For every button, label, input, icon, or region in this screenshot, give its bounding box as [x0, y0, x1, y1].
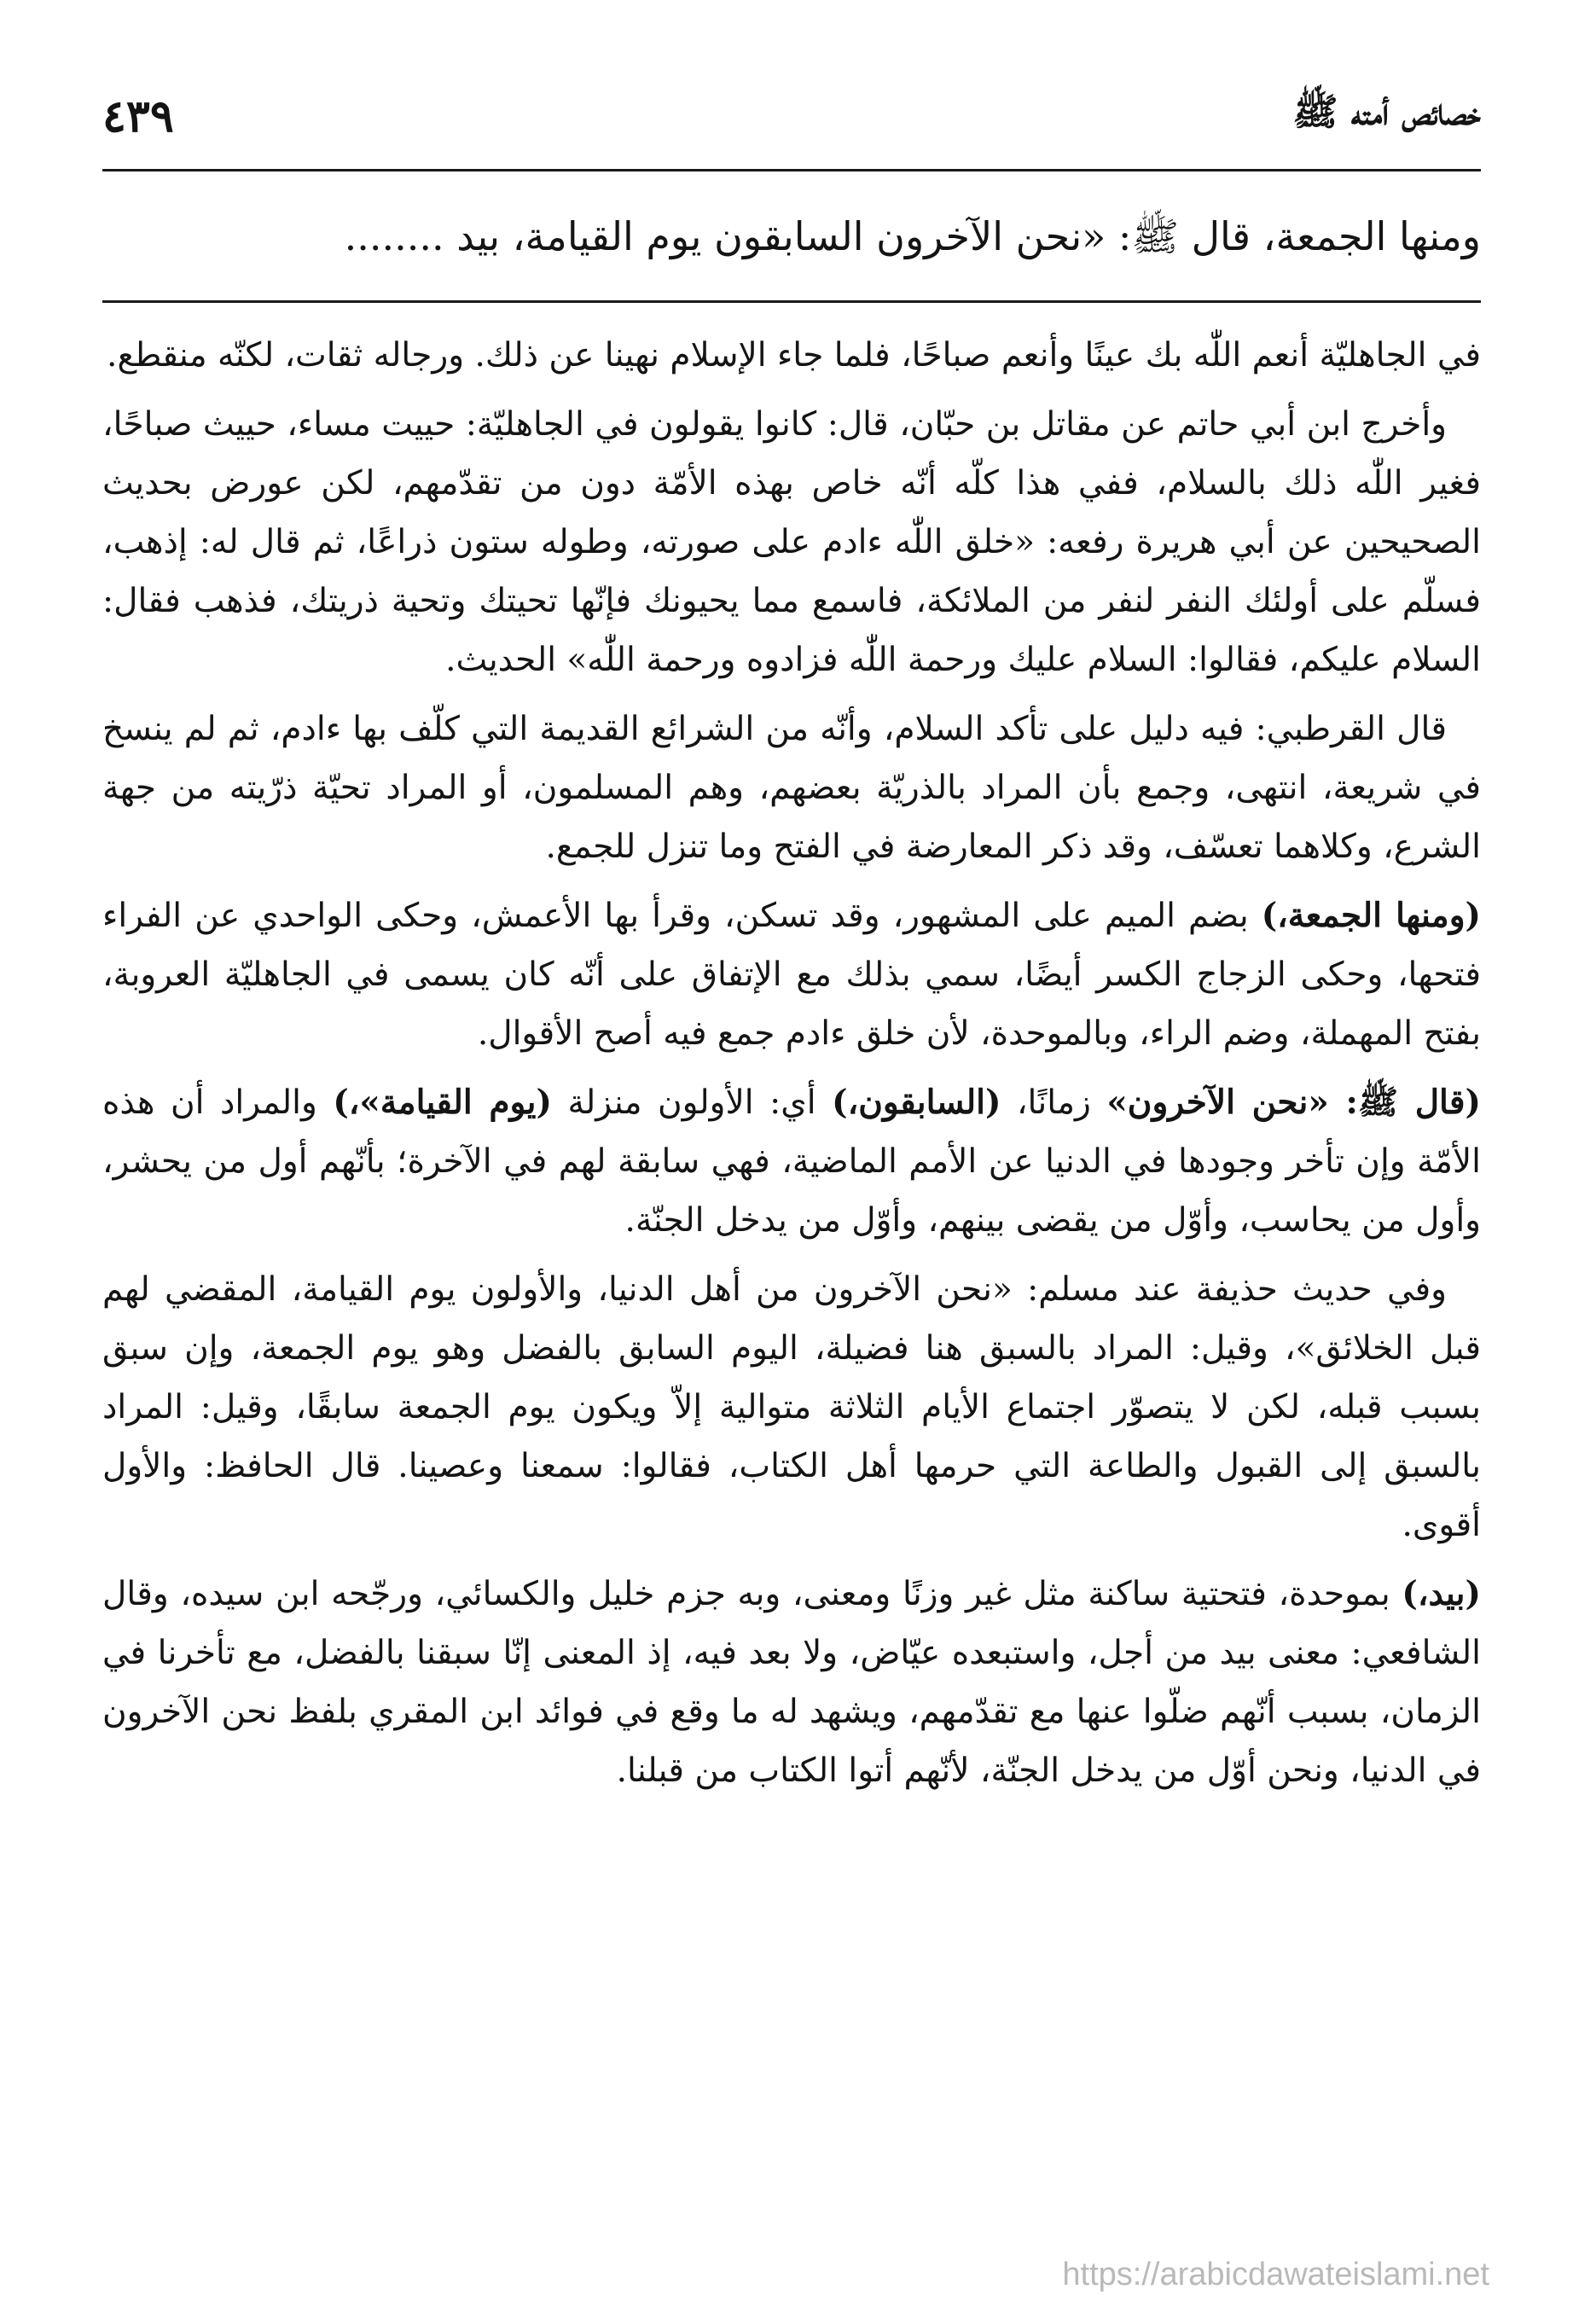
paragraph-text: والمراد أن هذه الأمّة وإن تأخر وجودها في الدنيا عن الأمم الماضية، فهي سابقة لهم في الآخرة؛ بأنّهم أول من يحشر، وأول من يحاسب، وأوّل من يقضى بينهم، وأوّل من يدخل الجنّة.	[102, 1084, 1482, 1240]
paragraph-text: قال القرطبي: فيه دليل على تأكد السلام، وأنّه من الشرائع القديمة التي كلّف بها ءادم، ثم لم ينسخ في شريعة، انتهى، وجمع بأن المراد بالذريّة بعضهم، وهم المسلمون، أو المراد تحيّة ذرّيته من جهة الشرع، وكلاهما تعسّف، وقد ذكر المعارضة في الفتح وما تنزل للجمع.	[102, 710, 1481, 866]
commentary-paragraph-4	[102, 886, 1481, 1063]
watermark-url: https://arabicdawateislami.net	[1062, 2257, 1489, 2292]
lemma-heading: (ومنها الجمعة،)	[1261, 896, 1481, 935]
commentary-paragraph-7	[102, 1565, 1481, 1800]
paragraph-text: في الجاهليّة أنعم اللّٰه بك عينًا وأنعم صباحًا، فلما جاء الإسلام نهينا عن ذلك. ورجاله ثقات، لكنّه منقطع.	[107, 336, 1481, 375]
commentary-paragraph-6	[102, 1260, 1481, 1554]
main-text-divider	[102, 300, 1481, 303]
commentary-paragraph-1	[102, 326, 1481, 385]
lemma-heading: (بيد،)	[1402, 1574, 1481, 1613]
running-title: خصائص أمته ﷺ	[1292, 90, 1481, 134]
paragraph-text: وفي حديث حذيفة عند مسلم: «نحن الآخرون من أهل الدنيا، والأولون يوم القيامة، المقضي لهم قبل الخلائق»، وقيل: المراد بالسبق هنا فضيلة، اليوم السابق بالفضل وهو يوم الجمعة، وإن سبق بسبب قبله، لكن لا يتصوّر اجتماع الأيام الثلاثة متوالية إلاّ ويكون يوم الجمعة سابقًا، وقيل: المراد بالسبق إلى القبول والطاعة التي حرمها أهل الكتاب، فقالوا: سمعنا وعصينا. قال الحافظ: والأول أقوى.	[102, 1270, 1481, 1544]
paragraph-text: زمانًا،	[1001, 1084, 1107, 1122]
paragraph-text: بموحدة، فتحتية ساكنة مثل غير وزنًا ومعنى، وبه جزم خليل والكسائي، ورجّحه ابن سيده، وقال الشافعي: معنى بيد من أجل، واستبعده عيّاض، ولا بعد فيه، إذ المعنى إنّا سبقنا بالفضل، مع تأخرنا في الزمان، بسبب أنّهم ضلّوا عنها مع تقدّمهم، ويشهد له ما وقع في فوائد ابن المقري بلفظ نحن الآخرون في الدنيا، ونحن أوّل من يدخل الجنّة، لأنّهم أتوا الكتاب من قبلنا.	[102, 1575, 1481, 1790]
running-header	[102, 82, 1481, 150]
paragraph-text: أي: الأولون منزلة	[551, 1084, 833, 1122]
lemma-heading: (قال ﷺ: «نحن الآخرون»	[1106, 1083, 1482, 1122]
main-text-line: ومنها الجمعة، قال ﷺ: «نحن الآخرون السابقون يوم القيامة، بيد ........	[344, 213, 1481, 259]
paragraph-text: وأخرج ابن أبي حاتم عن مقاتل بن حبّان، قال: كانوا يقولون في الجاهليّة: حييت مساء، حييث صباحًا، فغير اللّٰه ذلك بالسلام، ففي هذا كلّه أنّه خاص بهذه الأمّة دون من تقدّمهم، لكن عورض بحديث الصحيحين عن أبي هريرة رفعه: «خلق اللّٰه ءادم على صورته، وطوله ستون ذراعًا، ثم قال له: إذهب، فسلّم على أولئك النفر لنفر من الملائكة، فاسمع مما يحيونك فإنّها تحيتك وتحية ذريتك، فذهب فقال: السلام عليكم، فقالوا: السلام عليك ورحمة اللّٰه فزادوه ورحمة اللّٰه» الحديث.	[102, 405, 1481, 679]
lemma-heading: (يوم القيامة»،)	[333, 1083, 552, 1122]
main-text	[102, 198, 1481, 275]
commentary-paragraph-3	[102, 700, 1481, 876]
commentary-paragraph-2	[102, 395, 1481, 689]
commentary-paragraph-5	[102, 1073, 1481, 1250]
commentary	[102, 326, 1481, 1810]
paragraph-text: بضم الميم على المشهور، وقد تسكن، وقرأ بها الأعمش، وحكى الواحدي عن الفراء فتحها، وحكى الزجاج الكسر أيضًا، سمي بذلك مع الإتفاق على أنّه كان يسمى في الجاهليّة العروبة، بفتح المهملة، وضم الراء، وبالموحدة، لأن خلق ءادم جمع فيه أصح الأقوال.	[102, 897, 1481, 1053]
header-divider	[102, 169, 1481, 171]
lemma-heading: (السابقون،)	[832, 1083, 1001, 1122]
page-number: ٤٣٩	[102, 90, 174, 142]
